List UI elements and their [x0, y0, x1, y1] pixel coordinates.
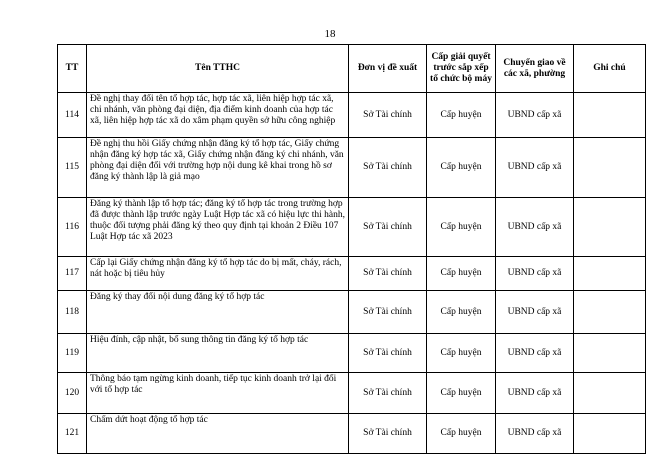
table-row — [58, 373, 646, 414]
table-row — [58, 138, 646, 198]
table-row — [58, 414, 646, 454]
procedure-name: Chấm dứt hoạt động tổ hợp tác — [87, 414, 349, 454]
table-header-row — [58, 45, 646, 93]
transfer-to: UBND cấp xã — [496, 198, 574, 257]
row-number: 118 — [58, 291, 87, 334]
procedure-name: Cấp lại Giấy chứng nhận đăng ký tổ hợp tác do bị mất, cháy, rách, nát hoặc bị tiêu hủy — [87, 257, 349, 291]
transfer-to: UBND cấp xã — [496, 257, 574, 291]
row-number: 115 — [58, 138, 87, 198]
proposing-unit: Sở Tài chính — [349, 373, 427, 414]
row-number: 120 — [58, 373, 87, 414]
header-transfer: Chuyển giao về các xã, phường — [496, 45, 574, 93]
level-before: Cấp huyện — [427, 138, 496, 198]
row-number: 119 — [58, 334, 87, 373]
header-level-before: Cấp giải quyết trước sắp xếp tổ chức bộ máy — [427, 45, 496, 93]
table-row — [58, 198, 646, 257]
transfer-to: UBND cấp xã — [496, 373, 574, 414]
level-before: Cấp huyện — [427, 93, 496, 138]
transfer-to: UBND cấp xã — [496, 291, 574, 334]
level-before: Cấp huyện — [427, 373, 496, 414]
proposing-unit: Sở Tài chính — [349, 414, 427, 454]
table-row — [58, 257, 646, 291]
transfer-to: UBND cấp xã — [496, 414, 574, 454]
note — [574, 138, 646, 198]
proposing-unit: Sở Tài chính — [349, 138, 427, 198]
row-number: 114 — [58, 93, 87, 138]
header-note: Ghi chú — [574, 45, 646, 93]
page-number: 18 — [324, 28, 336, 40]
header-proposing-unit: Đơn vị đề xuất — [349, 45, 427, 93]
row-number: 117 — [58, 257, 87, 291]
note — [574, 373, 646, 414]
note — [574, 93, 646, 138]
table-row — [58, 291, 646, 334]
note — [574, 198, 646, 257]
procedures-table — [57, 44, 646, 454]
level-before: Cấp huyện — [427, 414, 496, 454]
procedure-name: Hiệu đính, cập nhật, bổ sung thông tin đăng ký tổ hợp tác — [87, 334, 349, 373]
procedure-name: Đăng ký thay đổi nội dung đăng ký tổ hợp tác — [87, 291, 349, 334]
proposing-unit: Sở Tài chính — [349, 257, 427, 291]
row-number: 116 — [58, 198, 87, 257]
level-before: Cấp huyện — [427, 291, 496, 334]
transfer-to: UBND cấp xã — [496, 138, 574, 198]
level-before: Cấp huyện — [427, 257, 496, 291]
proposing-unit: Sở Tài chính — [349, 291, 427, 334]
proposing-unit: Sở Tài chính — [349, 198, 427, 257]
note — [574, 257, 646, 291]
proposing-unit: Sở Tài chính — [349, 93, 427, 138]
proposing-unit: Sở Tài chính — [349, 334, 427, 373]
procedure-name: Thông báo tạm ngừng kinh doanh, tiếp tục kinh doanh trở lại đối với tổ hợp tác — [87, 373, 349, 414]
procedure-name: Đăng ký thành lập tổ hợp tác; đăng ký tổ hợp tác trong trường hợp đã được thành lập trước ngày Luật Hợp tác xã có hiệu lực thi hành, thuộc đối tượng phải đăng ký theo quy định tại khoản 2 Điều 107 Luật Hợp tác xã 2023 — [87, 198, 349, 257]
table-row — [58, 93, 646, 138]
table-row — [58, 334, 646, 373]
level-before: Cấp huyện — [427, 198, 496, 257]
procedure-name: Đề nghị thay đổi tên tổ hợp tác, hợp tác xã, liên hiệp hợp tác xã, chi nhánh, văn phòng đại diện, địa điểm kinh doanh của hợp tác xã, liên hiệp hợp tác xã do xâm phạm quyền sở hữu công nghiệp — [87, 93, 349, 138]
note — [574, 334, 646, 373]
note — [574, 291, 646, 334]
header-procedure-name: Tên TTHC — [87, 45, 349, 93]
note — [574, 414, 646, 454]
level-before: Cấp huyện — [427, 334, 496, 373]
header-tt: TT — [58, 45, 87, 93]
transfer-to: UBND cấp xã — [496, 334, 574, 373]
transfer-to: UBND cấp xã — [496, 93, 574, 138]
row-number: 121 — [58, 414, 87, 454]
procedure-name: Đề nghị thu hồi Giấy chứng nhận đăng ký tổ hợp tác, Giấy chứng nhận đăng ký hợp tác xã, Giấy chứng nhận đăng ký chi nhánh, văn phòng đại diện đối với trường hợp nội dung kê khai trong hồ sơ đăng ký thành lập là giả mạo — [87, 138, 349, 198]
